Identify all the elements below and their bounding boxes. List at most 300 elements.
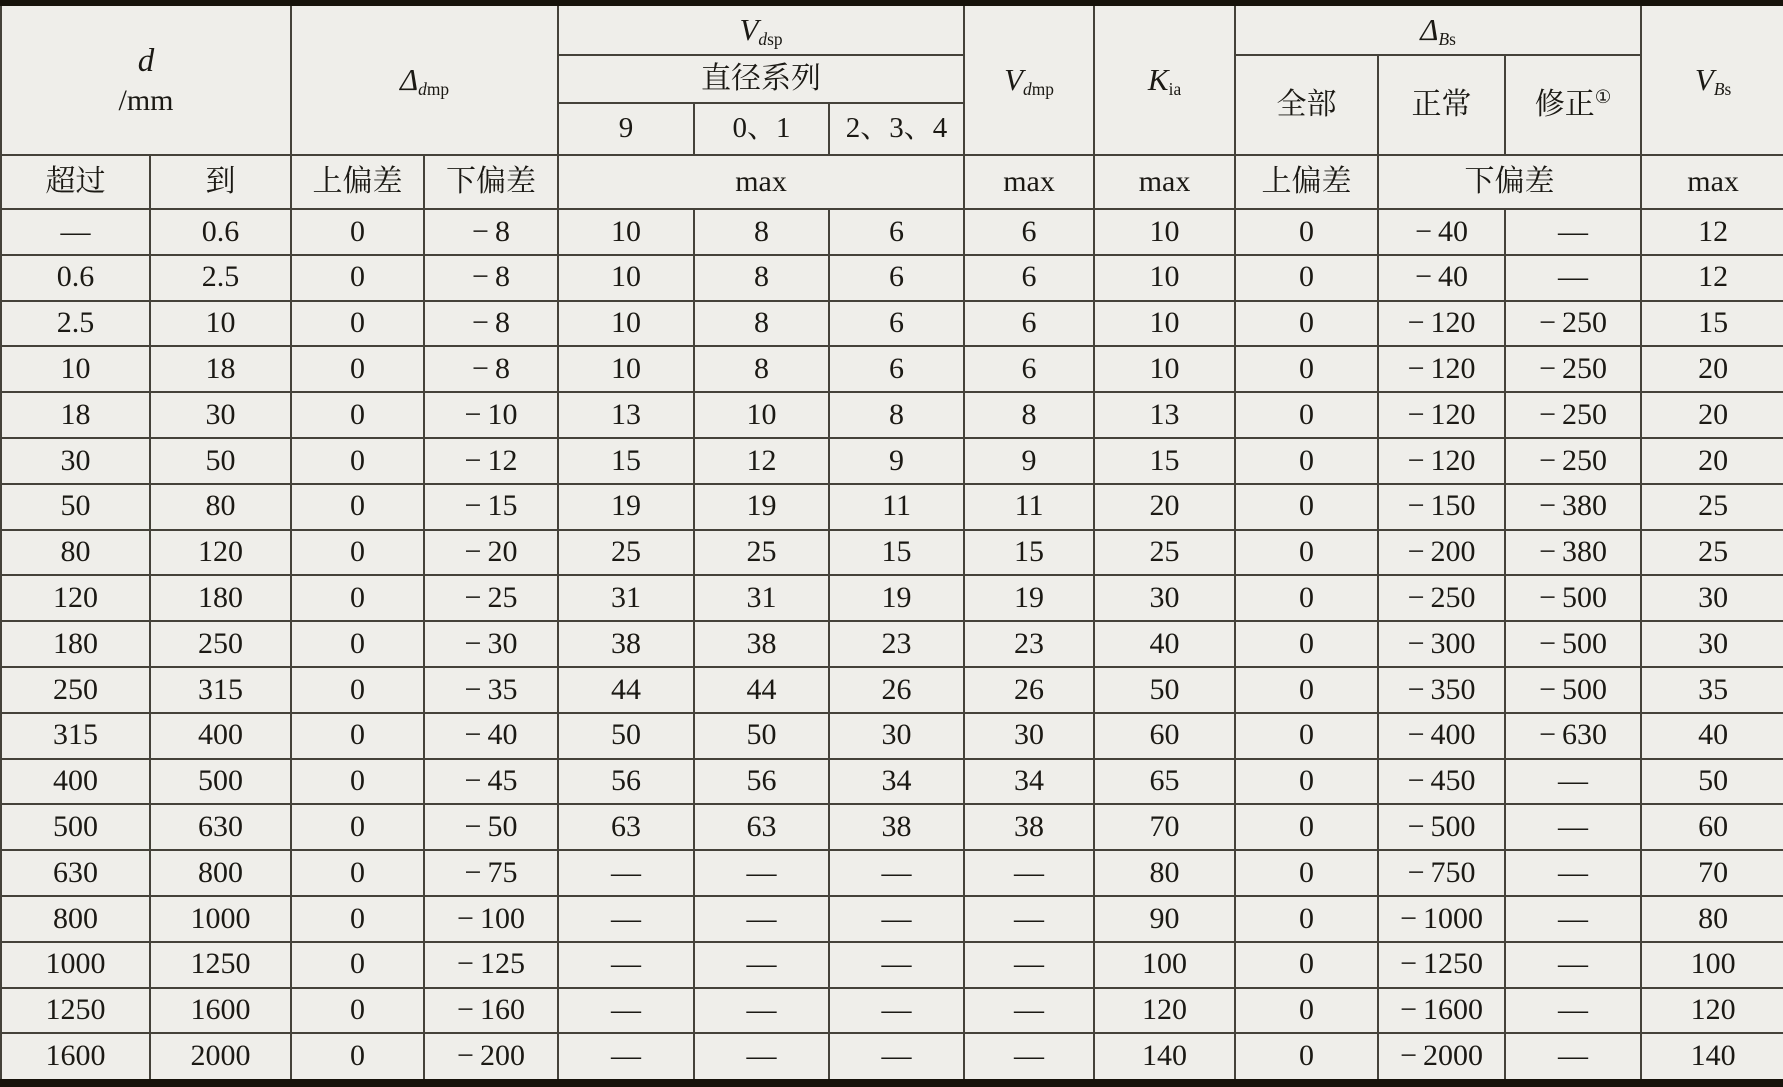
table-cell: 800 <box>1 896 150 942</box>
header-series-0-1: 0、1 <box>694 103 829 155</box>
table-cell: − 250 <box>1505 301 1641 347</box>
table-row <box>1 484 1783 530</box>
table-cell: 38 <box>694 621 829 667</box>
footnote-1-mark: ① <box>1594 86 1612 108</box>
table-cell: − 35 <box>424 667 558 713</box>
table-cell: 0 <box>291 575 424 621</box>
header-v-dmp: $V_{dmp}$ <box>964 3 1094 155</box>
table-cell: — <box>829 988 964 1034</box>
table-cell: − 120 <box>1378 438 1505 484</box>
table-row <box>1 530 1783 576</box>
table-cell: 50 <box>1 484 150 530</box>
table-cell: − 250 <box>1378 575 1505 621</box>
table-cell: 0 <box>291 850 424 896</box>
table-cell: 500 <box>1 804 150 850</box>
table-cell: 11 <box>829 484 964 530</box>
table-cell: — <box>829 850 964 896</box>
table-cell: — <box>1505 209 1641 255</box>
table-cell: − 120 <box>1378 392 1505 438</box>
table-cell: − 380 <box>1505 530 1641 576</box>
header-upper-deviation: 上偏差 <box>291 155 424 209</box>
table-cell: 0 <box>1235 575 1378 621</box>
table-cell: 6 <box>829 209 964 255</box>
table-body <box>1 209 1783 1083</box>
table-header <box>1 3 1783 209</box>
table-cell: 0 <box>1235 438 1378 484</box>
table-cell: 1000 <box>1 942 150 988</box>
table-cell: 15 <box>964 530 1094 576</box>
table-cell: 0 <box>291 346 424 392</box>
table-cell: − 500 <box>1505 667 1641 713</box>
table-cell: − 750 <box>1378 850 1505 896</box>
table-cell: 0 <box>1235 988 1378 1034</box>
table-cell: − 200 <box>424 1033 558 1083</box>
table-cell: 0 <box>1235 942 1378 988</box>
table-cell: − 20 <box>424 530 558 576</box>
table-row <box>1 896 1783 942</box>
table-cell: 0 <box>1235 804 1378 850</box>
table-cell: 10 <box>1 346 150 392</box>
table-cell: 50 <box>1094 667 1235 713</box>
table-cell: − 120 <box>1378 346 1505 392</box>
table-cell: — <box>964 942 1094 988</box>
table-cell: 0 <box>291 530 424 576</box>
table-cell: 6 <box>829 301 964 347</box>
table-cell: 11 <box>964 484 1094 530</box>
table-cell: 80 <box>1 530 150 576</box>
table-row <box>1 301 1783 347</box>
table-cell: 0 <box>291 759 424 805</box>
table-cell: — <box>558 850 694 896</box>
table-cell: 19 <box>558 484 694 530</box>
delta-symbol: Δ <box>1420 11 1439 47</box>
table-cell: 80 <box>150 484 291 530</box>
table-cell: 35 <box>1641 667 1783 713</box>
table-cell: 30 <box>1641 621 1783 667</box>
table-cell: 0 <box>291 209 424 255</box>
table-cell: 0 <box>291 713 424 759</box>
table-cell: 10 <box>558 209 694 255</box>
table-row <box>1 850 1783 896</box>
table-cell: 0 <box>1235 621 1378 667</box>
table-cell: 90 <box>1094 896 1235 942</box>
table-cell: 0 <box>291 621 424 667</box>
table-cell: − 40 <box>1378 255 1505 301</box>
table-cell: − 450 <box>1378 759 1505 805</box>
table-cell: 400 <box>150 713 291 759</box>
table-cell: 50 <box>150 438 291 484</box>
header-v-bs: $V_{Bs}$ <box>1641 3 1783 155</box>
header-bs-all: 全部 <box>1235 55 1378 155</box>
table-cell: 0 <box>1235 850 1378 896</box>
table-cell: 500 <box>150 759 291 805</box>
table-cell: — <box>1505 804 1641 850</box>
header-bs-modified: 修正① <box>1505 55 1641 155</box>
table-cell: 6 <box>829 255 964 301</box>
table-cell: 50 <box>694 713 829 759</box>
table-cell: 0 <box>291 301 424 347</box>
table-cell: 10 <box>1094 346 1235 392</box>
table-row <box>1 209 1783 255</box>
v-symbol: V <box>739 11 759 47</box>
table-cell: − 8 <box>424 301 558 347</box>
table-row <box>1 621 1783 667</box>
table-cell: 70 <box>1641 850 1783 896</box>
table-cell: — <box>1 209 150 255</box>
table-cell: − 500 <box>1505 621 1641 667</box>
table-cell: 50 <box>1641 759 1783 805</box>
table-cell: − 160 <box>424 988 558 1034</box>
table-cell: 10 <box>1094 255 1235 301</box>
table-cell: 56 <box>694 759 829 805</box>
table-cell: 44 <box>558 667 694 713</box>
table-cell: 1250 <box>150 942 291 988</box>
table-row <box>1 942 1783 988</box>
v-symbol: V <box>1694 61 1714 97</box>
table-row <box>1 575 1783 621</box>
table-cell: — <box>558 1033 694 1083</box>
header-v-dsp: $V_{dsp}$ <box>558 3 964 55</box>
table-cell: 0 <box>1235 1033 1378 1083</box>
table-row <box>1 713 1783 759</box>
table-cell: — <box>1505 255 1641 301</box>
table-cell: — <box>1505 759 1641 805</box>
table-cell: 18 <box>150 346 291 392</box>
table-cell: 0.6 <box>150 209 291 255</box>
table-cell: 25 <box>558 530 694 576</box>
table-cell: 630 <box>150 804 291 850</box>
table-cell: 20 <box>1641 346 1783 392</box>
table-cell: 400 <box>1 759 150 805</box>
table-cell: 26 <box>829 667 964 713</box>
table-cell: 100 <box>1094 942 1235 988</box>
table-row <box>1 759 1783 805</box>
table-cell: 8 <box>964 392 1094 438</box>
table-cell: 26 <box>964 667 1094 713</box>
table-cell: − 250 <box>1505 438 1641 484</box>
table-cell: 12 <box>1641 255 1783 301</box>
table-cell: − 45 <box>424 759 558 805</box>
table-cell: − 8 <box>424 346 558 392</box>
table-cell: 1600 <box>1 1033 150 1083</box>
header-series-9: 9 <box>558 103 694 155</box>
table-row <box>1 346 1783 392</box>
table-cell: 65 <box>1094 759 1235 805</box>
table-row <box>1 438 1783 484</box>
table-cell: 8 <box>694 346 829 392</box>
d-symbol: d <box>137 42 155 79</box>
table-cell: 13 <box>1094 392 1235 438</box>
header-bs-normal: 正常 <box>1378 55 1505 155</box>
table-cell: 1600 <box>150 988 291 1034</box>
header-row-1 <box>1 3 1783 55</box>
table-cell: 38 <box>829 804 964 850</box>
table-cell: 0.6 <box>1 255 150 301</box>
table-cell: — <box>964 988 1094 1034</box>
table-cell: − 30 <box>424 621 558 667</box>
table-row <box>1 667 1783 713</box>
table-cell: 31 <box>694 575 829 621</box>
table-cell: 0 <box>1235 759 1378 805</box>
table-cell: − 300 <box>1378 621 1505 667</box>
table-row <box>1 988 1783 1034</box>
table-cell: 19 <box>964 575 1094 621</box>
table-cell: 60 <box>1094 713 1235 759</box>
table-cell: 0 <box>1235 484 1378 530</box>
table-cell: 30 <box>1094 575 1235 621</box>
table-cell: 25 <box>1641 530 1783 576</box>
table-cell: 20 <box>1641 392 1783 438</box>
table-cell: 10 <box>1094 301 1235 347</box>
table-row <box>1 255 1783 301</box>
table-cell: 0 <box>291 1033 424 1083</box>
table-cell: 0 <box>291 804 424 850</box>
table-cell: 15 <box>558 438 694 484</box>
header-max-vbs: max <box>1641 155 1783 209</box>
header-max-kia: max <box>1094 155 1235 209</box>
table-cell: − 15 <box>424 484 558 530</box>
table-cell: − 1600 <box>1378 988 1505 1034</box>
table-row <box>1 392 1783 438</box>
table-cell: — <box>829 942 964 988</box>
table-cell: 30 <box>1 438 150 484</box>
table-cell: 12 <box>1641 209 1783 255</box>
table-cell: 15 <box>1094 438 1235 484</box>
table-cell: 0 <box>291 896 424 942</box>
table-cell: 0 <box>1235 392 1378 438</box>
header-row-4 <box>1 155 1783 209</box>
table-row <box>1 804 1783 850</box>
table-cell: 30 <box>829 713 964 759</box>
table-cell: − 380 <box>1505 484 1641 530</box>
table-cell: 315 <box>150 667 291 713</box>
k-symbol: K <box>1147 61 1169 97</box>
table-cell: − 500 <box>1505 575 1641 621</box>
table-cell: − 500 <box>1378 804 1505 850</box>
table-cell: — <box>1505 850 1641 896</box>
table-cell: 10 <box>694 392 829 438</box>
table-cell: 10 <box>150 301 291 347</box>
table-cell: 2.5 <box>1 301 150 347</box>
table-cell: 180 <box>150 575 291 621</box>
header-lower-deviation: 下偏差 <box>424 155 558 209</box>
table-cell: 0 <box>1235 896 1378 942</box>
table-cell: — <box>558 988 694 1034</box>
table-cell: 120 <box>1094 988 1235 1034</box>
header-over: 超过 <box>1 155 150 209</box>
table-cell: 0 <box>291 667 424 713</box>
table-cell: 0 <box>1235 209 1378 255</box>
table-cell: 140 <box>1094 1033 1235 1083</box>
table-cell: 250 <box>150 621 291 667</box>
header-max-vdmp: max <box>964 155 1094 209</box>
table-cell: 0 <box>291 484 424 530</box>
table-cell: − 400 <box>1378 713 1505 759</box>
table-cell: 0 <box>291 438 424 484</box>
table-cell: 0 <box>291 392 424 438</box>
table-cell: − 10 <box>424 392 558 438</box>
table-cell: 2.5 <box>150 255 291 301</box>
table-cell: 63 <box>694 804 829 850</box>
table-cell: 25 <box>694 530 829 576</box>
table-cell: 0 <box>1235 301 1378 347</box>
table-cell: 10 <box>558 301 694 347</box>
table-cell: — <box>964 1033 1094 1083</box>
table-cell: 40 <box>1641 713 1783 759</box>
table-cell: 120 <box>150 530 291 576</box>
table-cell: − 50 <box>424 804 558 850</box>
table-cell: — <box>1505 896 1641 942</box>
table-cell: 10 <box>558 346 694 392</box>
table-cell: — <box>829 1033 964 1083</box>
table-cell: 30 <box>964 713 1094 759</box>
table-cell: 70 <box>1094 804 1235 850</box>
table-cell: — <box>694 942 829 988</box>
d-unit: /mm <box>118 83 174 117</box>
table-cell: 25 <box>1094 530 1235 576</box>
table-cell: — <box>964 896 1094 942</box>
table-cell: 0 <box>291 255 424 301</box>
table-cell: 120 <box>1641 988 1783 1034</box>
table-cell: 38 <box>964 804 1094 850</box>
delta-symbol: Δ <box>399 61 419 97</box>
table-cell: 20 <box>1641 438 1783 484</box>
table-cell: 15 <box>829 530 964 576</box>
header-delta-dmp: $\Delta_{dmp}$ <box>291 3 558 155</box>
table-cell: 8 <box>694 255 829 301</box>
table-cell: 19 <box>829 575 964 621</box>
table-cell: − 8 <box>424 255 558 301</box>
table-cell: − 350 <box>1378 667 1505 713</box>
table-cell: 19 <box>694 484 829 530</box>
table-cell: — <box>694 988 829 1034</box>
table-cell: − 125 <box>424 942 558 988</box>
table-cell: − 250 <box>1505 392 1641 438</box>
table-cell: — <box>964 850 1094 896</box>
table-cell: 40 <box>1094 621 1235 667</box>
table-cell: 80 <box>1094 850 1235 896</box>
table-cell: − 100 <box>424 896 558 942</box>
header-bs-lower-deviation: 下偏差 <box>1378 155 1641 209</box>
table-cell: − 250 <box>1505 346 1641 392</box>
table-cell: 18 <box>1 392 150 438</box>
table-cell: 2000 <box>150 1033 291 1083</box>
header-bs-upper-deviation: 上偏差 <box>1235 155 1378 209</box>
header-diameter-series: 直径系列 <box>558 55 964 103</box>
table-cell: 0 <box>291 988 424 1034</box>
table-cell: 50 <box>558 713 694 759</box>
table-cell: — <box>829 896 964 942</box>
table-cell: 44 <box>694 667 829 713</box>
table-cell: — <box>1505 988 1641 1034</box>
table-cell: — <box>558 942 694 988</box>
table-cell: 800 <box>150 850 291 896</box>
table-cell: − 1000 <box>1378 896 1505 942</box>
table-cell: — <box>1505 1033 1641 1083</box>
v-symbol: V <box>1004 61 1024 97</box>
table-cell: 140 <box>1641 1033 1783 1083</box>
table-cell: 6 <box>964 209 1094 255</box>
table-cell: 1000 <box>150 896 291 942</box>
table-cell: 0 <box>1235 713 1378 759</box>
table-cell: − 120 <box>1378 301 1505 347</box>
table-cell: 56 <box>558 759 694 805</box>
table-cell: 20 <box>1094 484 1235 530</box>
header-k-ia: $K_{ia}$ <box>1094 3 1235 155</box>
table-cell: — <box>1505 942 1641 988</box>
table-cell: 0 <box>291 942 424 988</box>
table-cell: — <box>694 896 829 942</box>
table-cell: 120 <box>1 575 150 621</box>
table-cell: 80 <box>1641 896 1783 942</box>
table-cell: 0 <box>1235 530 1378 576</box>
table-cell: 630 <box>1 850 150 896</box>
table-cell: 6 <box>964 301 1094 347</box>
table-cell: 31 <box>558 575 694 621</box>
table-cell: − 630 <box>1505 713 1641 759</box>
header-to: 到 <box>150 155 291 209</box>
table-cell: − 1250 <box>1378 942 1505 988</box>
table-cell: − 75 <box>424 850 558 896</box>
table-cell: 0 <box>1235 667 1378 713</box>
table-cell: − 40 <box>424 713 558 759</box>
table-cell: 34 <box>964 759 1094 805</box>
table-cell: 9 <box>964 438 1094 484</box>
header-delta-bs: $\Delta_{Bs}$ <box>1235 3 1641 55</box>
table-cell: — <box>694 1033 829 1083</box>
table-cell: − 2000 <box>1378 1033 1505 1083</box>
table-cell: 30 <box>150 392 291 438</box>
table-cell: 0 <box>1235 255 1378 301</box>
table-cell: — <box>694 850 829 896</box>
table-cell: 8 <box>694 301 829 347</box>
table-cell: − 8 <box>424 209 558 255</box>
table-cell: 13 <box>558 392 694 438</box>
table-cell: 12 <box>694 438 829 484</box>
table-cell: 250 <box>1 667 150 713</box>
table-cell: 23 <box>964 621 1094 667</box>
table-cell: 23 <box>829 621 964 667</box>
table-cell: 9 <box>829 438 964 484</box>
header-series-2-3-4: 2、3、4 <box>829 103 964 155</box>
table-cell: 6 <box>964 346 1094 392</box>
table-cell: 60 <box>1641 804 1783 850</box>
table-cell: 0 <box>1235 346 1378 392</box>
table-cell: 15 <box>1641 301 1783 347</box>
header-d-mm <box>1 3 291 155</box>
table-row <box>1 1033 1783 1083</box>
table-cell: 8 <box>829 392 964 438</box>
table-cell: 30 <box>1641 575 1783 621</box>
table-cell: 6 <box>829 346 964 392</box>
table-cell: − 40 <box>1378 209 1505 255</box>
table-cell: 8 <box>694 209 829 255</box>
table-cell: 6 <box>964 255 1094 301</box>
table-cell: 100 <box>1641 942 1783 988</box>
table-cell: 38 <box>558 621 694 667</box>
table-cell: 25 <box>1641 484 1783 530</box>
table-cell: 63 <box>558 804 694 850</box>
table-cell: 1250 <box>1 988 150 1034</box>
table-cell: − 150 <box>1378 484 1505 530</box>
table-cell: − 200 <box>1378 530 1505 576</box>
table-cell: 10 <box>1094 209 1235 255</box>
table-cell: 315 <box>1 713 150 759</box>
table-cell: − 12 <box>424 438 558 484</box>
header-max-vdsp: max <box>558 155 964 209</box>
table-cell: 10 <box>558 255 694 301</box>
table-cell: 180 <box>1 621 150 667</box>
